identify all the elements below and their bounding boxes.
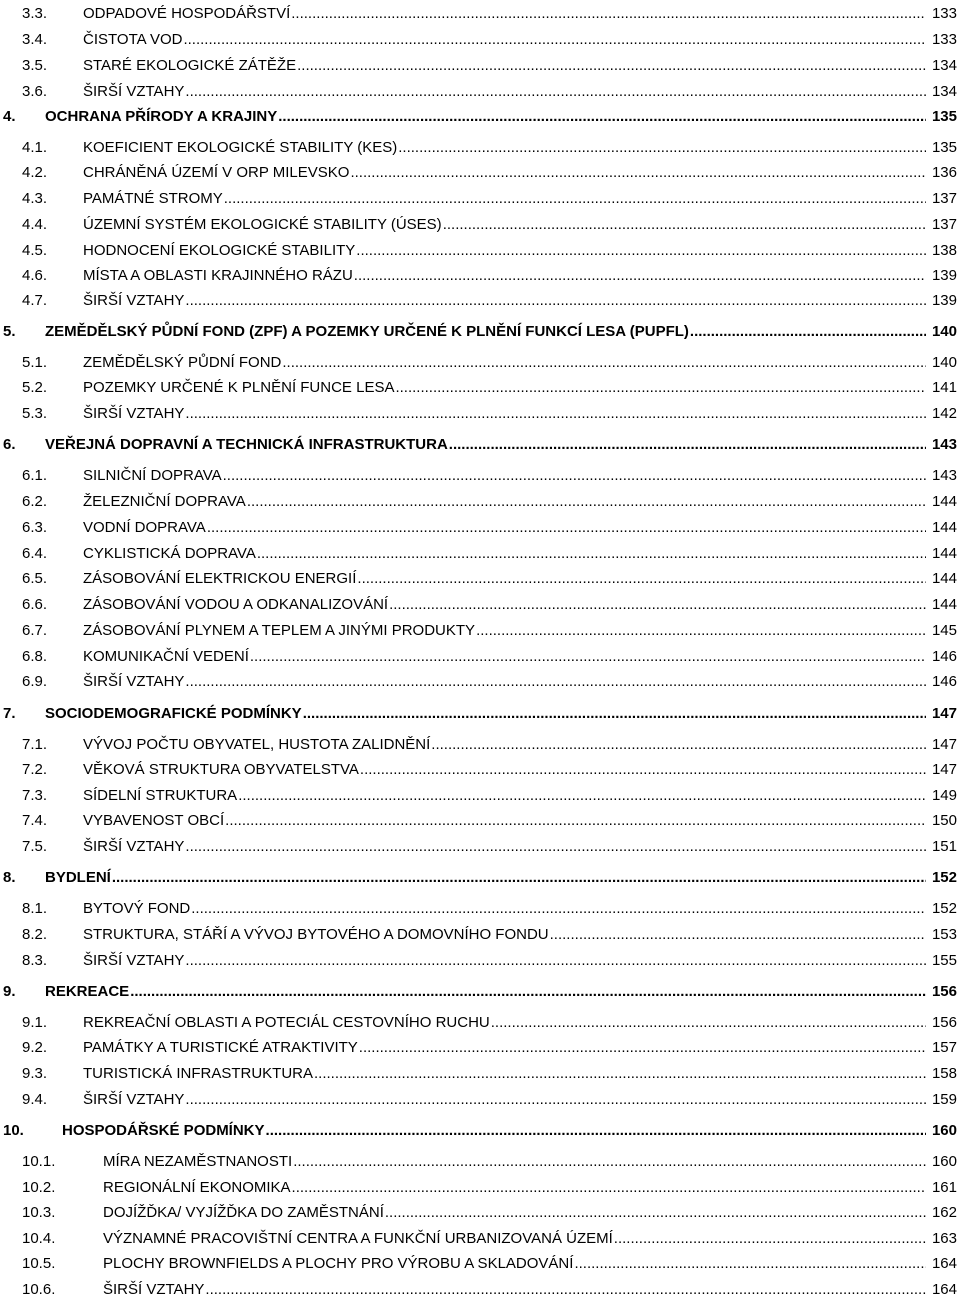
toc-entry-title-line	[45, 867, 926, 889]
toc-entry-page-number: 133	[931, 31, 957, 48]
toc-section-entry[interactable]	[0, 3, 960, 25]
toc-entry-title-line	[83, 1063, 926, 1085]
toc-dot-leader	[278, 106, 926, 128]
toc-entry-title: SÍDELNÍ STRUKTURA	[83, 787, 238, 804]
toc-dot-leader	[191, 898, 926, 920]
toc-dot-leader	[292, 1177, 926, 1199]
toc-entry-number: 6.	[3, 436, 16, 453]
toc-entry-page-number: 145	[931, 622, 957, 639]
toc-entry-page-number: 149	[931, 787, 957, 804]
toc-entry-number: 10.	[3, 1122, 24, 1139]
toc-chapter-entry[interactable]	[0, 981, 960, 1003]
toc-entry-number: 8.1.	[22, 900, 48, 917]
toc-section-entry[interactable]	[0, 1037, 960, 1059]
toc-dot-leader	[207, 517, 926, 539]
toc-entry-page-number: 163	[931, 1230, 957, 1247]
toc-section-entry[interactable]	[0, 265, 960, 287]
toc-section-entry[interactable]	[0, 924, 960, 946]
toc-entry-title: ŠIRŠÍ VZTAHY	[83, 673, 185, 690]
toc-dot-leader	[690, 321, 926, 343]
toc-section-entry[interactable]	[0, 646, 960, 668]
toc-entry-page-number: 137	[931, 216, 957, 233]
toc-dot-leader	[266, 1120, 926, 1142]
toc-entry-number: 10.3.	[22, 1204, 56, 1221]
toc-entry-title-line	[83, 671, 926, 693]
toc-entry-page-number: 134	[931, 57, 957, 74]
toc-entry-number: 4.5.	[22, 242, 48, 259]
toc-entry-title-line	[62, 1120, 926, 1142]
toc-entry-page-number: 144	[931, 596, 957, 613]
toc-entry-number: 7.3.	[22, 787, 48, 804]
toc-entry-title: SILNIČNÍ DOPRAVA	[83, 467, 222, 484]
toc-entry-page-number: 139	[931, 292, 957, 309]
toc-entry-title-line	[45, 321, 926, 343]
toc-section-entry[interactable]	[0, 81, 960, 103]
toc-entry-title: VĚKOVÁ STRUKTURA OBYVATELSTVA	[83, 761, 359, 778]
toc-dot-leader	[431, 734, 926, 756]
toc-entry-title: BYTOVÝ FOND	[83, 900, 191, 917]
toc-chapter-entry[interactable]	[0, 434, 960, 456]
toc-dot-leader	[359, 1037, 926, 1059]
toc-entry-page-number: 142	[931, 405, 957, 422]
toc-dot-leader	[250, 646, 926, 668]
toc-entry-number: 3.6.	[22, 83, 48, 100]
toc-entry-title-line	[45, 434, 926, 456]
toc-entry-page-number: 146	[931, 648, 957, 665]
toc-entry-title-line	[83, 491, 926, 513]
toc-entry-page-number: 155	[931, 952, 957, 969]
toc-entry-title-line	[83, 403, 926, 425]
toc-entry-title-line	[83, 785, 926, 807]
toc-dot-leader	[225, 810, 926, 832]
toc-entry-title: CYKLISTICKÁ DOPRAVA	[83, 545, 256, 562]
toc-entry-title: KOEFICIENT EKOLOGICKÉ STABILITY (KES)	[83, 139, 398, 156]
toc-entry-number: 6.6.	[22, 596, 48, 613]
toc-entry-page-number: 152	[931, 869, 957, 886]
toc-entry-title: OCHRANA PŘÍRODY A KRAJINY	[45, 108, 278, 125]
toc-entry-page-number: 164	[931, 1281, 957, 1298]
toc-dot-leader	[185, 950, 926, 972]
toc-entry-title: ŠIRŠÍ VZTAHY	[103, 1281, 205, 1298]
toc-entry-title-line	[45, 703, 926, 725]
toc-chapter-entry[interactable]	[0, 106, 960, 128]
toc-entry-page-number: 144	[931, 519, 957, 536]
toc-dot-leader	[185, 403, 926, 425]
toc-entry-title-line	[83, 240, 926, 262]
toc-section-entry[interactable]	[0, 1279, 960, 1301]
toc-entry-number: 7.5.	[22, 838, 48, 855]
toc-dot-leader	[303, 703, 926, 725]
toc-section-entry[interactable]	[0, 1063, 960, 1085]
toc-entry-title: ŠIRŠÍ VZTAHY	[83, 83, 185, 100]
toc-entry-number: 8.3.	[22, 952, 48, 969]
toc-entry-page-number: 160	[931, 1153, 957, 1170]
toc-entry-page-number: 140	[931, 354, 957, 371]
toc-entry-number: 8.	[3, 869, 16, 886]
toc-entry-page-number: 147	[931, 761, 957, 778]
toc-entry-title-line	[103, 1228, 926, 1250]
toc-entry-page-number: 160	[931, 1122, 957, 1139]
toc-entry-title: ZÁSOBOVÁNÍ ELEKTRICKOU ENERGIÍ	[83, 570, 357, 587]
toc-entry-title: ČISTOTA VOD	[83, 31, 183, 48]
toc-dot-leader	[350, 162, 926, 184]
toc-entry-page-number: 156	[931, 1014, 957, 1031]
toc-entry-page-number: 143	[931, 467, 957, 484]
toc-entry-number: 8.2.	[22, 926, 48, 943]
toc-entry-number: 4.	[3, 108, 16, 125]
toc-entry-page-number: 159	[931, 1091, 957, 1108]
toc-chapter-entry[interactable]	[0, 703, 960, 725]
toc-entry-title: POZEMKY URČENÉ K PLNĚNÍ FUNCE LESA	[83, 379, 395, 396]
toc-entry-title-line	[83, 377, 926, 399]
toc-entry-title: VÝZNAMNÉ PRACOVIŠTNÍ CENTRA A FUNKČNÍ URBANIZOVANÁ ÚZEMÍ	[103, 1230, 613, 1247]
toc-entry-title: STRUKTURA, STÁŘÍ A VÝVOJ BYTOVÉHO A DOMOVNÍHO FONDU	[83, 926, 549, 943]
toc-dot-leader	[185, 671, 926, 693]
toc-entry-title-line	[83, 265, 926, 287]
toc-entry-page-number: 139	[931, 267, 957, 284]
toc-entry-title: ŠIRŠÍ VZTAHY	[83, 292, 185, 309]
toc-entry-title-line	[83, 1012, 926, 1034]
toc-section-entry[interactable]	[0, 594, 960, 616]
toc-entry-title-line	[83, 810, 926, 832]
toc-entry-title-line	[83, 188, 926, 210]
toc-section-entry[interactable]	[0, 785, 960, 807]
toc-entry-page-number: 146	[931, 673, 957, 690]
toc-entry-number: 4.6.	[22, 267, 48, 284]
toc-entry-title: ŽELEZNIČNÍ DOPRAVA	[83, 493, 246, 510]
toc-dot-leader	[224, 188, 926, 210]
toc-entry-page-number: 156	[931, 983, 957, 1000]
toc-entry-number: 5.2.	[22, 379, 48, 396]
toc-entry-title: VEŘEJNÁ DOPRAVNÍ A TECHNICKÁ INFRASTRUKTURA	[45, 436, 448, 453]
toc-entry-number: 3.3.	[22, 5, 48, 22]
toc-chapter-entry[interactable]	[0, 321, 960, 343]
toc-entry-page-number: 138	[931, 242, 957, 259]
toc-entry-number: 4.2.	[22, 164, 48, 181]
toc-dot-leader	[614, 1228, 926, 1250]
toc-section-entry[interactable]	[0, 29, 960, 51]
toc-entry-title: HODNOCENÍ EKOLOGICKÉ STABILITY	[83, 242, 356, 259]
toc-section-entry[interactable]	[0, 162, 960, 184]
toc-section-entry[interactable]	[0, 137, 960, 159]
toc-entry-title-line	[83, 465, 926, 487]
toc-entry-title-line	[83, 759, 926, 781]
toc-entry-number: 5.1.	[22, 354, 48, 371]
toc-entry-page-number: 143	[931, 436, 957, 453]
toc-entry-title: KOMUNIKAČNÍ VEDENÍ	[83, 648, 249, 665]
toc-entry-title-line	[103, 1202, 926, 1224]
toc-section-entry[interactable]	[0, 950, 960, 972]
toc-section-entry[interactable]	[0, 543, 960, 565]
toc-dot-leader	[257, 543, 926, 565]
toc-entry-title: REGIONÁLNÍ EKONOMIKA	[103, 1179, 291, 1196]
toc-entry-page-number: 134	[931, 83, 957, 100]
toc-entry-title: PAMÁTNÉ STROMY	[83, 190, 223, 207]
toc-dot-leader	[185, 81, 926, 103]
toc-entry-page-number: 158	[931, 1065, 957, 1082]
toc-section-entry[interactable]	[0, 1151, 960, 1173]
toc-section-entry[interactable]	[0, 898, 960, 920]
toc-entry-number: 4.3.	[22, 190, 48, 207]
toc-entry-number: 4.4.	[22, 216, 48, 233]
toc-dot-leader	[389, 594, 926, 616]
toc-entry-title-line	[83, 137, 926, 159]
toc-entry-title: ŠIRŠÍ VZTAHY	[83, 838, 185, 855]
toc-entry-title-line	[83, 568, 926, 590]
toc-entry-number: 7.2.	[22, 761, 48, 778]
toc-entry-page-number: 137	[931, 190, 957, 207]
toc-dot-leader	[185, 1089, 926, 1111]
toc-entry-page-number: 151	[931, 838, 957, 855]
toc-dot-leader	[476, 620, 926, 642]
toc-dot-leader	[357, 568, 926, 590]
toc-entry-number: 6.5.	[22, 570, 48, 587]
toc-entry-title: VYBAVENOST OBCÍ	[83, 812, 225, 829]
toc-entry-title-line	[83, 3, 926, 25]
toc-section-entry[interactable]	[0, 1202, 960, 1224]
toc-entry-title-line	[83, 1037, 926, 1059]
toc-section-entry[interactable]	[0, 1177, 960, 1199]
toc-section-entry[interactable]	[0, 568, 960, 590]
toc-entry-title-line	[83, 734, 926, 756]
toc-dot-leader	[354, 265, 926, 287]
toc-entry-number: 3.4.	[22, 31, 48, 48]
toc-chapter-entry[interactable]	[0, 1120, 960, 1142]
toc-entry-page-number: 141	[931, 379, 957, 396]
toc-dot-leader	[205, 1279, 926, 1301]
toc-entry-number: 6.4.	[22, 545, 48, 562]
toc-entry-title-line	[83, 29, 926, 51]
toc-entry-number: 6.8.	[22, 648, 48, 665]
toc-section-entry[interactable]	[0, 734, 960, 756]
toc-section-entry[interactable]	[0, 810, 960, 832]
toc-dot-leader	[185, 290, 926, 312]
toc-dot-leader	[247, 491, 926, 513]
toc-section-entry[interactable]	[0, 1012, 960, 1034]
toc-entry-title-line	[83, 290, 926, 312]
toc-chapter-entry[interactable]	[0, 867, 960, 889]
toc-entry-title-line	[103, 1253, 926, 1275]
toc-entry-title: VÝVOJ POČTU OBYVATEL, HUSTOTA ZALIDNĚNÍ	[83, 736, 431, 753]
toc-entry-title-line	[103, 1279, 926, 1301]
toc-entry-number: 9.1.	[22, 1014, 48, 1031]
toc-dot-leader	[385, 1202, 926, 1224]
toc-entry-page-number: 144	[931, 493, 957, 510]
toc-dot-leader	[395, 377, 926, 399]
toc-section-entry[interactable]	[0, 491, 960, 513]
toc-section-entry[interactable]	[0, 188, 960, 210]
toc-entry-page-number: 136	[931, 164, 957, 181]
toc-entry-title: REKREACE	[45, 983, 130, 1000]
toc-entry-title-line	[83, 594, 926, 616]
toc-entry-title: ZÁSOBOVÁNÍ PLYNEM A TEPLEM A JINÝMI PRODUKTY	[83, 622, 476, 639]
toc-entry-number: 5.3.	[22, 405, 48, 422]
toc-entry-title: CHRÁNĚNÁ ÚZEMÍ V ORP MILEVSKO	[83, 164, 350, 181]
toc-dot-leader	[293, 1151, 926, 1173]
toc-entry-title: ŠIRŠÍ VZTAHY	[83, 1091, 185, 1108]
toc-dot-leader	[130, 981, 926, 1003]
toc-entry-title: HOSPODÁŘSKÉ PODMÍNKY	[62, 1122, 265, 1139]
toc-entry-page-number: 150	[931, 812, 957, 829]
toc-entry-number: 10.2.	[22, 1179, 56, 1196]
toc-entry-title: PLOCHY BROWNFIELDS A PLOCHY PRO VÝROBU A SKLADOVÁNÍ	[103, 1255, 574, 1272]
toc-section-entry[interactable]	[0, 671, 960, 693]
toc-section-entry[interactable]	[0, 517, 960, 539]
toc-section-entry[interactable]	[0, 403, 960, 425]
toc-entry-page-number: 135	[931, 139, 957, 156]
toc-entry-title: ŠIRŠÍ VZTAHY	[83, 952, 185, 969]
toc-section-entry[interactable]	[0, 352, 960, 374]
toc-entry-page-number: 162	[931, 1204, 957, 1221]
toc-entry-page-number: 147	[931, 705, 957, 722]
toc-entry-page-number: 133	[931, 5, 957, 22]
toc-entry-title-line	[83, 836, 926, 858]
toc-entry-number: 10.1.	[22, 1153, 56, 1170]
toc-entry-page-number: 144	[931, 545, 957, 562]
toc-entry-number: 9.3.	[22, 1065, 48, 1082]
toc-dot-leader	[223, 465, 926, 487]
toc-entry-number: 3.5.	[22, 57, 48, 74]
toc-dot-leader	[183, 29, 926, 51]
toc-entry-title-line	[103, 1177, 926, 1199]
toc-section-entry[interactable]	[0, 55, 960, 77]
toc-entry-title: VODNÍ DOPRAVA	[83, 519, 206, 536]
toc-entry-number: 6.7.	[22, 622, 48, 639]
toc-entry-title: ZEMĚDĚLSKÝ PŮDNÍ FOND (ZPF) A POZEMKY URČENÉ K PLNĚNÍ FUNKCÍ LESA (PUPFL)	[45, 323, 689, 340]
toc-entry-number: 7.4.	[22, 812, 48, 829]
toc-section-entry[interactable]	[0, 1253, 960, 1275]
toc-entry-title: MÍRA NEZAMĚSTNANOSTI	[103, 1153, 293, 1170]
toc-entry-page-number: 140	[931, 323, 957, 340]
toc-entry-number: 10.6.	[22, 1281, 56, 1298]
toc-entry-number: 6.3.	[22, 519, 48, 536]
toc-section-entry[interactable]	[0, 836, 960, 858]
toc-entry-page-number: 153	[931, 926, 957, 943]
toc-entry-number: 5.	[3, 323, 16, 340]
toc-entry-title: BYDLENÍ	[45, 869, 111, 886]
toc-dot-leader	[574, 1253, 926, 1275]
toc-entry-title: DOJÍŽĎKA/ VYJÍŽĎKA DO ZAMĚSTNÁNÍ	[103, 1204, 384, 1221]
toc-dot-leader	[297, 55, 926, 77]
toc-entry-number: 7.	[3, 705, 16, 722]
toc-section-entry[interactable]	[0, 1089, 960, 1111]
toc-entry-page-number: 161	[931, 1179, 957, 1196]
toc-section-entry[interactable]	[0, 214, 960, 236]
toc-entry-title-line	[83, 620, 926, 642]
toc-entry-page-number: 147	[931, 736, 957, 753]
toc-entry-number: 6.9.	[22, 673, 48, 690]
toc-section-entry[interactable]	[0, 759, 960, 781]
toc-entry-title: TURISTICKÁ INFRASTRUKTURA	[83, 1065, 314, 1082]
toc-section-entry[interactable]	[0, 465, 960, 487]
toc-entry-number: 7.1.	[22, 736, 48, 753]
toc-entry-title-line	[83, 543, 926, 565]
toc-entry-title-line	[83, 352, 926, 374]
toc-entry-title-line	[45, 981, 926, 1003]
toc-entry-page-number: 144	[931, 570, 957, 587]
toc-entry-page-number: 135	[931, 108, 957, 125]
toc-section-entry[interactable]	[0, 290, 960, 312]
toc-entry-title-line	[83, 81, 926, 103]
toc-section-entry[interactable]	[0, 377, 960, 399]
toc-entry-page-number: 152	[931, 900, 957, 917]
toc-dot-leader	[112, 867, 926, 889]
toc-entry-title: MÍSTA A OBLASTI KRAJINNÉHO RÁZU	[83, 267, 353, 284]
toc-entry-page-number: 164	[931, 1255, 957, 1272]
toc-entry-title-line	[83, 898, 926, 920]
toc-entry-title-line	[83, 950, 926, 972]
toc-dot-leader	[282, 352, 926, 374]
toc-entry-number: 4.7.	[22, 292, 48, 309]
toc-dot-leader	[356, 240, 926, 262]
toc-dot-leader	[185, 836, 926, 858]
toc-dot-leader	[238, 785, 926, 807]
toc-entry-title-line	[83, 214, 926, 236]
toc-dot-leader	[443, 214, 926, 236]
toc-entry-number: 9.	[3, 983, 16, 1000]
toc-entry-number: 10.5.	[22, 1255, 56, 1272]
toc-section-entry[interactable]	[0, 1228, 960, 1250]
toc-entry-page-number: 157	[931, 1039, 957, 1056]
toc-entry-number: 9.2.	[22, 1039, 48, 1056]
toc-dot-leader	[291, 3, 926, 25]
toc-entry-title-line	[103, 1151, 926, 1173]
toc-entry-title: ŠIRŠÍ VZTAHY	[83, 405, 185, 422]
toc-entry-title-line	[83, 517, 926, 539]
toc-entry-title: ZÁSOBOVÁNÍ VODOU A ODKANALIZOVÁNÍ	[83, 596, 389, 613]
toc-entry-title-line	[83, 646, 926, 668]
toc-entry-number: 9.4.	[22, 1091, 48, 1108]
toc-dot-leader	[360, 759, 926, 781]
toc-dot-leader	[398, 137, 926, 159]
toc-entry-title-line	[83, 1089, 926, 1111]
toc-entry-number: 10.4.	[22, 1230, 56, 1247]
toc-entry-title: PAMÁTKY A TURISTICKÉ ATRAKTIVITY	[83, 1039, 358, 1056]
toc-section-entry[interactable]	[0, 620, 960, 642]
toc-entry-title-line	[83, 55, 926, 77]
toc-entry-title-line	[83, 924, 926, 946]
toc-dot-leader	[314, 1063, 926, 1085]
toc-entry-number: 6.1.	[22, 467, 48, 484]
toc-entry-title: STARÉ EKOLOGICKÉ ZÁTĚŽE	[83, 57, 297, 74]
toc-entry-title-line	[45, 106, 926, 128]
toc-entry-title: ZEMĚDĚLSKÝ PŮDNÍ FOND	[83, 354, 282, 371]
toc-dot-leader	[449, 434, 926, 456]
toc-entry-title: SOCIODEMOGRAFICKÉ PODMÍNKY	[45, 705, 302, 722]
toc-entry-number: 4.1.	[22, 139, 48, 156]
toc-entry-number: 6.2.	[22, 493, 48, 510]
toc-dot-leader	[491, 1012, 926, 1034]
toc-entry-title: ODPADOVÉ HOSPODÁŘSTVÍ	[83, 5, 291, 22]
toc-entry-title: ÚZEMNÍ SYSTÉM EKOLOGICKÉ STABILITY (ÚSES)	[83, 216, 442, 233]
toc-section-entry[interactable]	[0, 240, 960, 262]
toc-entry-title: REKREAČNÍ OBLASTI A POTECIÁL CESTOVNÍHO RUCHU	[83, 1014, 490, 1031]
toc-entry-title-line	[83, 162, 926, 184]
toc-dot-leader	[550, 924, 926, 946]
